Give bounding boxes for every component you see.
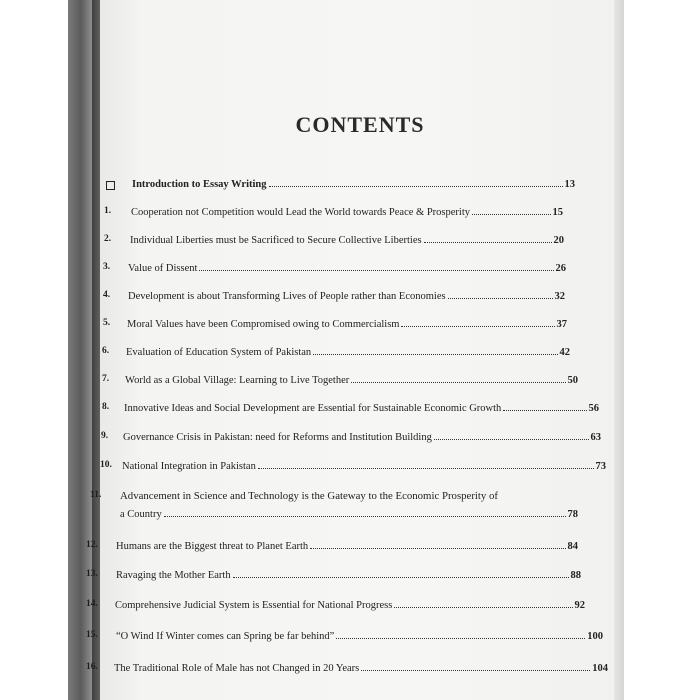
leader-dots [503, 402, 586, 411]
page-edge [614, 0, 624, 700]
toc-entry [100, 234, 600, 248]
toc-entry-page: 20 [553, 235, 564, 246]
toc-entry-page: 78 [567, 509, 578, 520]
toc-entry-title: Introduction to Essay Writing [132, 179, 267, 190]
book-page [86, 0, 620, 700]
toc-entry-number: 11. [90, 490, 102, 500]
leader-dots [361, 662, 590, 671]
toc-entry-title-continued: a Country [120, 509, 162, 520]
toc-entry-title: Humans are the Biggest threat to Planet Earth [116, 541, 309, 552]
leader-dots [351, 374, 565, 383]
toc-entry-page: 84 [567, 541, 578, 552]
toc-entry-number: 13. [86, 569, 98, 579]
toc-entry [86, 540, 600, 554]
toc-entry-page: 100 [587, 631, 603, 642]
toc-entry-number: 3. [103, 262, 111, 272]
leader-dots [199, 262, 553, 271]
toc-entry-number: 5. [103, 318, 111, 328]
toc-entry [100, 346, 600, 360]
toc-entry [100, 178, 600, 192]
toc-entry-number: 9. [101, 431, 109, 441]
leader-dots [434, 431, 589, 440]
toc-entry [100, 206, 600, 220]
leader-dots [313, 346, 557, 355]
toc-entry-page: 15 [552, 207, 563, 218]
toc-entry-title: Moral Values have been Compromised owing to Commercialism [127, 319, 400, 330]
leader-dots [310, 540, 565, 549]
toc-entry-number: 15. [86, 630, 98, 640]
toc-entry-page: 73 [595, 461, 606, 472]
toc-entry-title: Evaluation of Education System of Pakistan [126, 347, 312, 358]
toc-entry-number: 16. [86, 662, 98, 672]
toc-entry-number: 6. [102, 346, 110, 356]
toc-entry-number: 2. [104, 234, 112, 244]
leader-dots [448, 290, 553, 299]
leader-dots [472, 206, 551, 215]
toc-entry-title: “O Wind If Winter comes can Spring be far behind” [116, 631, 335, 642]
leader-dots [258, 460, 594, 469]
toc-entry-page: 42 [559, 347, 570, 358]
toc-entry [86, 599, 600, 613]
toc-entry-number: 8. [102, 402, 110, 412]
toc-entry-number: 12. [86, 540, 98, 550]
toc-entry-title: The Traditional Role of Male has not Changed in 20 Years [114, 663, 360, 674]
toc-entry [100, 431, 600, 445]
toc-entry [100, 402, 600, 416]
toc-entry-number: 14. [86, 599, 98, 609]
toc-entry-page: 63 [590, 432, 601, 443]
page-title: CONTENTS [295, 112, 425, 137]
toc-entry-page: 92 [574, 600, 585, 611]
toc-entry [100, 318, 600, 332]
toc-entry [86, 662, 608, 676]
checkbox-icon [106, 178, 132, 193]
toc-entry-page: 37 [556, 319, 567, 330]
toc-entry-page: 104 [592, 663, 608, 674]
toc-entry-title: National Integration in Pakistan [122, 461, 256, 472]
toc-entry-number: 1. [104, 206, 112, 216]
toc-entry-title: Individual Liberties must be Sacrificed to Secure Collective Liberties [130, 235, 422, 246]
toc-entry-title: Governance Crisis in Pakistan: need for Reforms and Institution Building [123, 432, 432, 443]
leader-dots [401, 318, 554, 327]
toc-entry-number: 7. [102, 374, 110, 384]
leader-dots [164, 508, 566, 517]
toc-entry-title: Advancement in Science and Technology is the Gateway to the Economic Prosperity of [120, 490, 499, 502]
leader-dots [424, 234, 552, 243]
leader-dots [233, 569, 569, 578]
toc-entry-title: Comprehensive Judicial System is Essential for National Progress [115, 600, 393, 611]
toc-entry [90, 490, 600, 524]
toc-entry [100, 290, 600, 304]
toc-entry-title: Cooperation not Competition would Lead the World towards Peace & Prosperity [131, 207, 470, 218]
toc-entry-title: World as a Global Village: Learning to Live Together [125, 375, 350, 386]
toc-entry-title: Value of Dissent [128, 263, 198, 274]
leader-dots [336, 630, 585, 639]
toc-entry-title: Innovative Ideas and Social Development are Essential for Sustainable Economic Growth [124, 403, 502, 414]
leader-dots [394, 599, 572, 608]
toc-entry [86, 569, 600, 583]
leader-dots [269, 178, 563, 187]
toc-entry-page: 50 [567, 375, 578, 386]
toc-entry [100, 374, 600, 388]
toc-entry-page: 88 [570, 570, 581, 581]
toc-entry-title: Ravaging the Mother Earth [116, 570, 231, 581]
toc-entry-number: 10. [100, 460, 112, 470]
toc-entry-number: 4. [103, 290, 111, 300]
toc-entry [100, 460, 606, 474]
toc-entry [86, 630, 603, 644]
toc-entry-title: Development is about Transforming Lives of People rather than Economies [128, 291, 446, 302]
toc-entry-page: 26 [555, 263, 566, 274]
toc-entry [100, 262, 600, 276]
toc-entry-page: 56 [588, 403, 599, 414]
toc-entry-page: 32 [554, 291, 565, 302]
toc-entry-page: 13 [564, 179, 575, 190]
